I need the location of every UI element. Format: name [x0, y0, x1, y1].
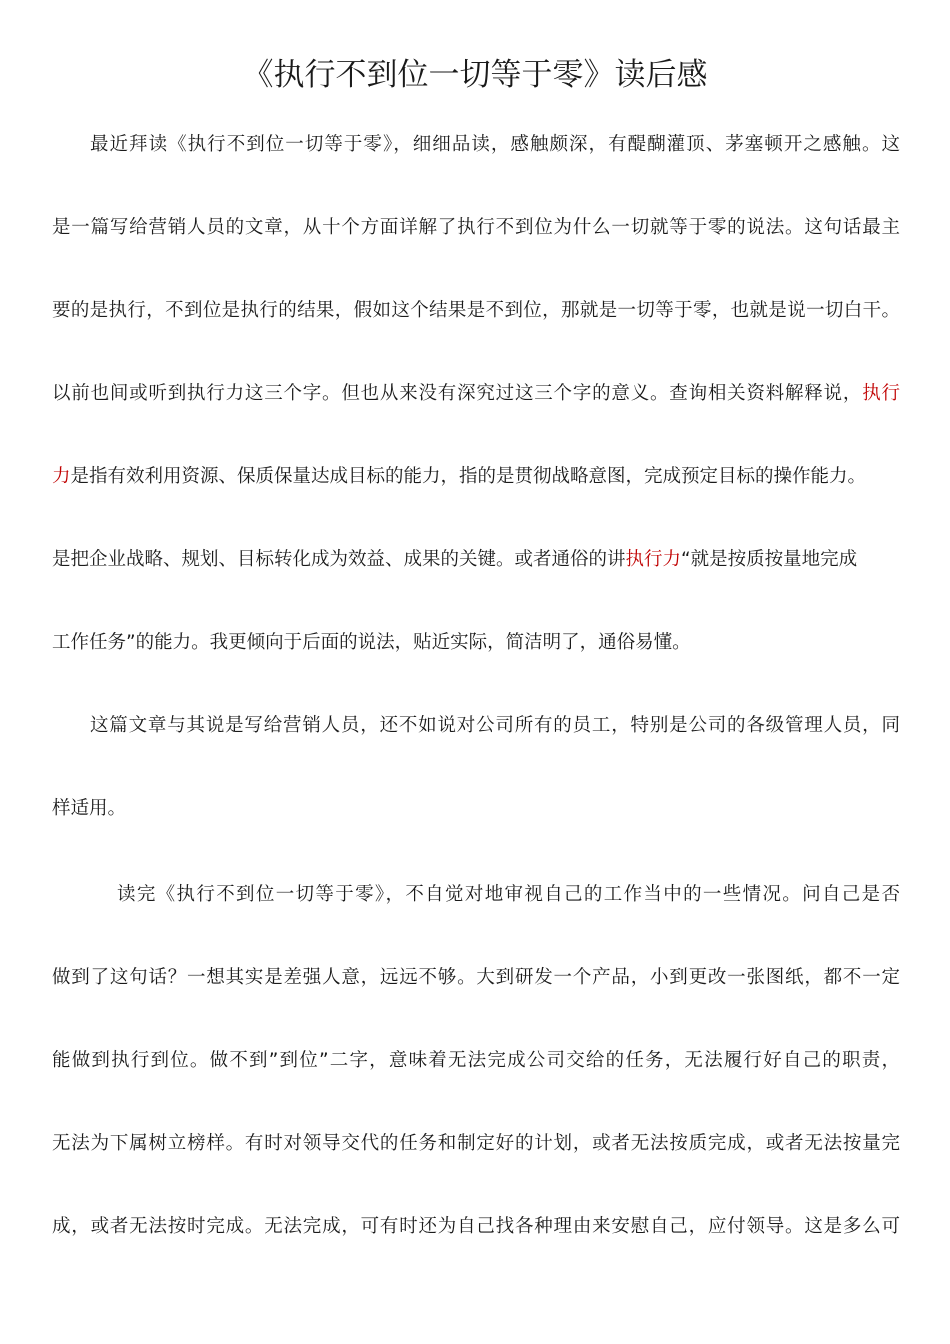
paragraph-1-line-6-text: 是把企业战略、规划、目标转化成为效益、成果的关键。或者通俗的讲 [52, 549, 626, 570]
paragraph-1-line-4 [52, 380, 900, 408]
highlight-term-executive-power: 执行 [862, 383, 900, 404]
paragraph-1-line-6-quote: “就是按质按量地完成 [681, 549, 858, 570]
paragraph-1-line-7: 工作任务”的能力。我更倾向于后面的说法，贴近实际，简洁明了，通俗易懂。 [52, 632, 691, 653]
paragraph-1-line-5-text: 是指有效利用资源、保质保量达成目标的能力，指的是贯彻战略意图，完成预定目标的操作能力。 [70, 466, 867, 487]
paragraph-3-line-5: 成，或者无法按时完成。无法完成，可有时还为自己找各种理由来安慰自己，应付领导。这是多么可 [52, 1216, 900, 1237]
paragraph-1-line-3: 要的是执行，不到位是执行的结果，假如这个结果是不到位，那就是一切等于零，也就是说一切白干。 [52, 300, 900, 321]
highlight-term-executive-power-end: 力 [52, 466, 71, 487]
paragraph-2-line-1: 这篇文章与其说是写给营销人员，还不如说对公司所有的员工，特别是公司的各级管理人员，同 [90, 715, 900, 736]
document-title: 《执行不到位一切等于零》读后感 [242, 57, 708, 93]
paragraph-1-line-1: 最近拜读《执行不到位一切等于零》，细细品读，感触颇深，有醍醐灌顶、茅塞顿开之感触。这 [90, 134, 900, 155]
paragraph-3-line-4: 无法为下属树立榜样。有时对领导交代的任务和制定好的计划，或者无法按质完成，或者无法按量完 [52, 1133, 900, 1154]
paragraph-2-line-2: 样适用。 [52, 798, 127, 819]
paragraph-3-line-1: 读完《执行不到位一切等于零》，不自觉对地审视自己的工作当中的一些情况。问自己是否 [117, 884, 900, 905]
paragraph-1-line-4-text: 以前也间或听到执行力这三个字。但也从来没有深究过这三个字的意义。查询相关资料解释说， [52, 383, 863, 404]
paragraph-1-line-5 [52, 463, 900, 491]
paragraph-3-line-3: 能做到执行到位。做不到”到位”二字，意味着无法完成公司交给的任务，无法履行好自己的职责， [52, 1050, 900, 1071]
paragraph-1-line-6 [52, 546, 900, 574]
paragraph-1-line-2: 是一篇写给营销人员的文章，从十个方面详解了执行不到位为什么一切就等于零的说法。这句话最主 [52, 217, 900, 238]
paragraph-3-line-2: 做到了这句话？一想其实是差强人意，远远不够。大到研发一个产品，小到更改一张图纸，都不一定 [52, 967, 900, 988]
highlight-term-execution: 执行力 [625, 549, 682, 570]
